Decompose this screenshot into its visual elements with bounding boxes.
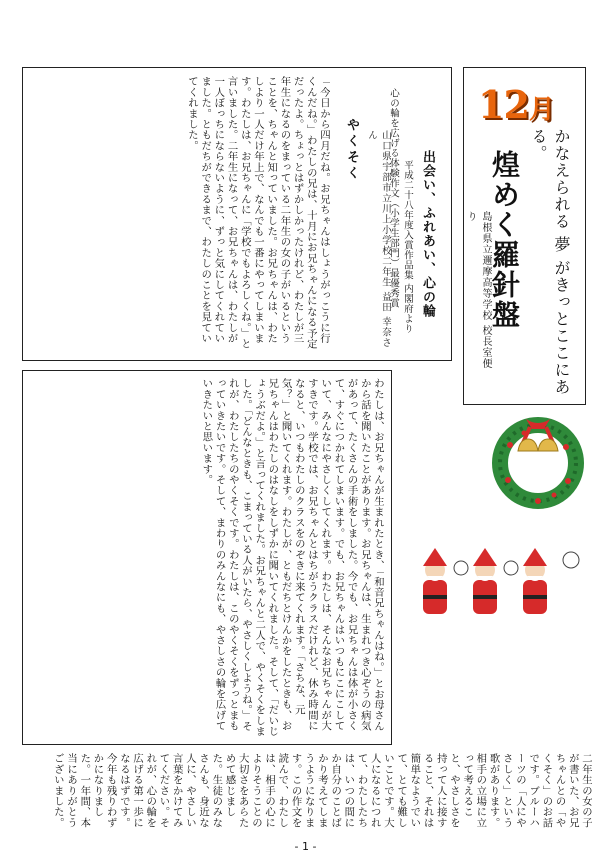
essay-body-top	[30, 76, 330, 354]
essay-body-middle	[30, 378, 384, 738]
newsletter-title: 煌めく羅針盤	[488, 150, 521, 330]
month-unit: 月	[528, 95, 554, 125]
principal-commentary	[20, 753, 592, 833]
newsletter-subtitle: かなえられる 夢 がきっとここにある。	[529, 128, 571, 396]
essay-author: 山口県宇部市立川上小学校二年生 益田 幸奈さん	[366, 130, 391, 349]
santa-group-icon	[405, 540, 605, 640]
essay-category: 心の輪を広げる体験作文（小学生部門）最優秀賞	[388, 88, 399, 308]
christmas-wreath-icon	[488, 405, 588, 515]
essay-heading: やくそく	[344, 118, 359, 182]
essay-paragraph: わたしは、お兄ちゃんが生まれたとき、「和音兄ちゃんはね。」とお母さんから話を聞いたことがあります。お兄ちゃんは、生まれつき心ぞうの病気があって、たくさんの手術をしました。今でも、お兄ちゃんは体が小さくて、すぐにつかれてしまいます。でも、お兄ちゃんはいつもにこにこしていて、みんなにやさしくしてくれます。わたしは、そんなお兄ちゃんが大すきです。学校では、お兄ちゃんとはちがうクラスだけれど、休み時間になると、いつもわたしのクラスをのぞきに来てくれます。「さちな、元気？」と聞いてくれます。わたしが、ともだちとけんかをしたときも、お兄ちゃんはわたしのはなしをしずかに聞いてくれました。そして、「だいじょうぶだよ。」と言ってくれました。お兄ちゃんと二人で、やくそくをしました。「どんなときも、こまっている人がいたら、やさしくしようね。」それが、わたしたちのやくそくです。わたしは、このやくそくをずっとまもっていきたいです。そして、まわりのみんなにも、やさしさの輪を広げていきたいと思います。	[200, 378, 384, 737]
commentary-paragraph: 二年生の女の子が書いた、お兄ちゃんとの「やくそく」のお話です。ブルーハーツの「人にやさしく」という歌があります。相手の立場に立って考えること、やさしさを持って人に接すること、それは簡単なようでいて、とても難しいことです。大人になるにつれて、わたしたちは、いつの間にか自分のことばかり考えてしまうようになります。この作文を読んで、わたしは、相手の心によりそうことの大切さをあらためて感じました。生徒のみなさんも、身近な人に、やさしい言葉をかけてみてください。それが、心の輪を広げる第一歩になるはずです。今年も残りわずかになりました。一年間、本当にありがとうございました。	[51, 753, 592, 828]
page-number: - 1 -	[294, 840, 317, 853]
month-number: 12	[478, 82, 529, 127]
essay-title: 出会い、ふれあい、心の輪	[420, 150, 435, 318]
month-title	[478, 82, 554, 127]
essay-source: 平成二十八年度入賞作品集 内閣府より	[402, 160, 413, 334]
school-line: 島根県立邇摩高等学校 校長室便り	[465, 211, 491, 370]
essay-paragraph: 「今日から四月だね。お兄ちゃんはしょうがっこうに行くんだね。」わたしの兄は、十月にお兄ちゃんになる予定だったよ。ちょっとはずかしかったけれど、わたしが三年生になるのをまっている二年生の女の子がいるということを、ちゃんと知っていました。お兄ちゃんは、わたしより一人だけ年上で、なんでも一番にやってしまいます。わたしは、お兄ちゃんに「学校でもよろしくね。」と言いました。二年生になって、お兄ちゃんは、わたしが一人ぼっちにならないように、ずっと気にしてくれていました。ともだちができるまで、わたしのことを見ていてくれました。	[185, 76, 330, 349]
